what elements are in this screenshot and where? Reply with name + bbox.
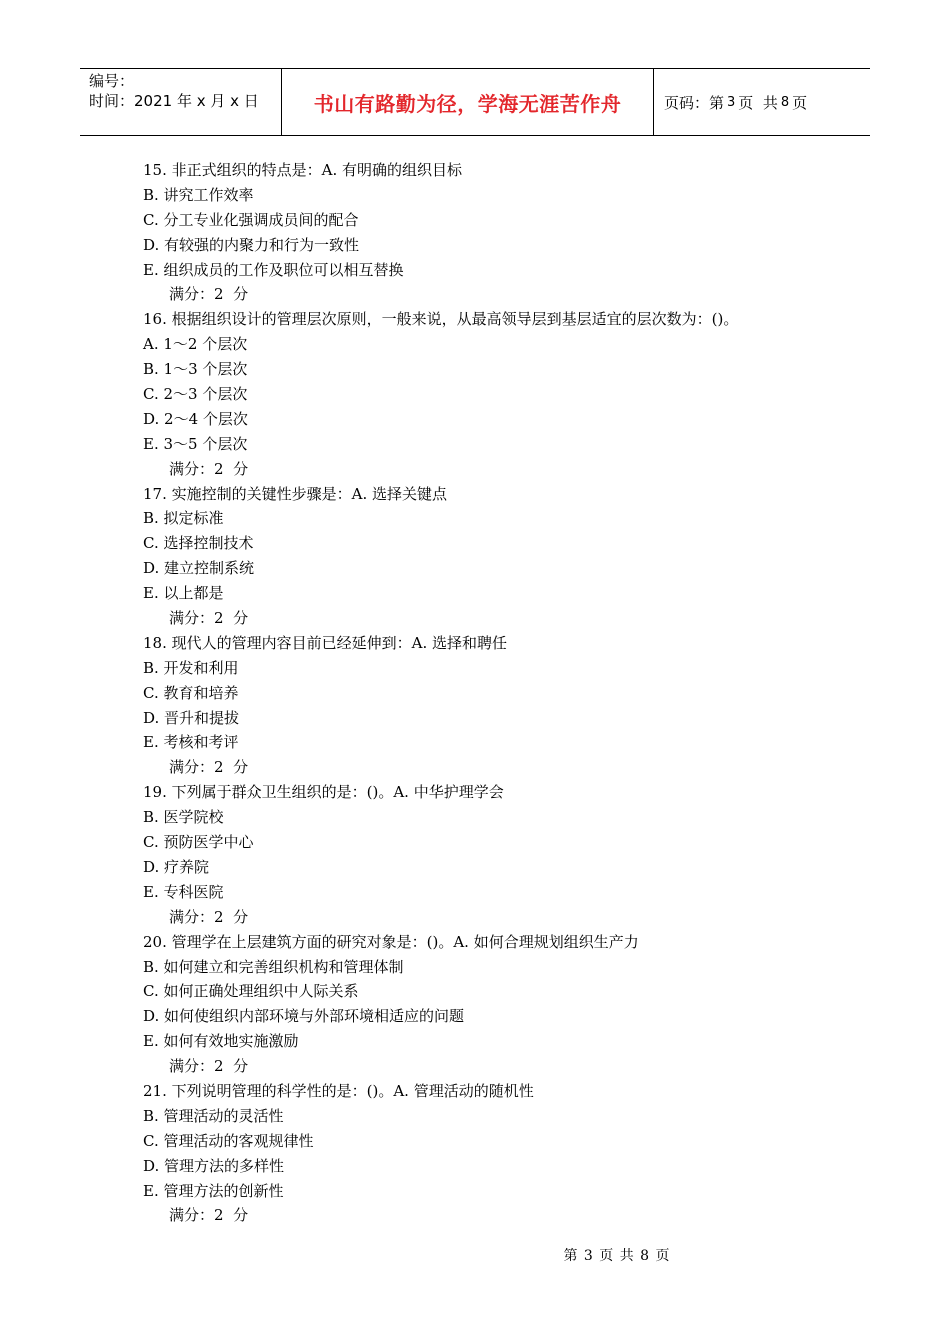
question-stem: 18. 现代人的管理内容目前已经延伸到：A. 选择和聘任: [143, 633, 507, 652]
answer-option: E. 如何有效地实施激励: [143, 1032, 299, 1051]
answer-option: B. 开发和利用: [143, 658, 239, 677]
question-block: [143, 1079, 843, 1228]
question-stem: 21. 下列说明管理的科学性的是：()。A. 管理活动的随机性: [143, 1081, 534, 1100]
answer-option: E. 专科医院: [143, 882, 224, 901]
question-score: 满分：2 分: [169, 285, 249, 304]
page-mid: 页 共: [738, 93, 778, 112]
page-current: 3: [727, 94, 736, 110]
answer-option: D. 有较强的内聚力和行为一致性: [143, 235, 360, 254]
answer-option: C. 预防医学中心: [143, 833, 254, 852]
question-block: [143, 158, 843, 307]
answer-option: C. 管理活动的客观规律性: [143, 1131, 314, 1150]
question-score: 满分：2 分: [169, 459, 249, 478]
answer-option: D. 如何使组织内部环境与外部环境相适应的问题: [143, 1007, 465, 1026]
answer-option: C. 2～3 个层次: [143, 385, 248, 404]
question-block: [143, 482, 843, 631]
answer-option: C. 选择控制技术: [143, 534, 254, 553]
answer-option: A. 1～2 个层次: [143, 335, 248, 354]
header-motto: 书山有路勤为径，学海无涯苦作舟: [282, 69, 654, 135]
answer-option: C. 教育和培养: [143, 683, 239, 702]
answer-option: D. 晋升和提拔: [143, 708, 240, 727]
time-label: 时间：2021 年 x 月 x 日: [89, 92, 259, 110]
question-block: [143, 930, 843, 1079]
code-label: 编号：: [89, 72, 135, 90]
answer-option: D. 管理方法的多样性: [143, 1156, 285, 1175]
header-page-info: [654, 69, 870, 135]
page-total: 8: [780, 94, 790, 110]
question-score: 满分：2 分: [169, 758, 249, 777]
answer-option: B. 管理活动的灵活性: [143, 1106, 284, 1125]
answer-option: B. 讲究工作效率: [143, 185, 254, 204]
question-score: 满分：2 分: [169, 1206, 249, 1225]
question-stem: 20. 管理学在上层建筑方面的研究对象是：()。A. 如何合理规划组织生产力: [143, 932, 639, 951]
page-footer: 第 3 页 共 8 页: [563, 1248, 671, 1264]
question-block: [143, 780, 843, 929]
page-prefix: 页码：第: [664, 93, 725, 112]
answer-option: D. 2～4 个层次: [143, 409, 248, 428]
question-block: [143, 307, 843, 481]
answer-option: B. 医学院校: [143, 808, 224, 827]
answer-option: D. 建立控制系统: [143, 559, 255, 578]
question-block: [143, 631, 843, 780]
question-stem: 16. 根据组织设计的管理层次原则，一般来说，从最高领导层到基层适宜的层次数为：()。: [143, 310, 739, 329]
answer-option: E. 以上都是: [143, 584, 224, 603]
question-stem: 17. 实施控制的关键性步骤是：A. 选择关键点: [143, 484, 447, 503]
answer-option: B. 拟定标准: [143, 509, 224, 528]
header-meta: [80, 69, 282, 135]
answer-option: E. 组织成员的工作及职位可以相互替换: [143, 260, 404, 279]
answer-option: C. 分工专业化强调成员间的配合: [143, 210, 359, 229]
question-stem: 19. 下列属于群众卫生组织的是：()。A. 中华护理学会: [143, 783, 504, 802]
answer-option: D. 疗养院: [143, 857, 210, 876]
question-score: 满分：2 分: [169, 609, 249, 628]
answer-option: E. 考核和考评: [143, 733, 239, 752]
question-score: 满分：2 分: [169, 907, 249, 926]
page-suffix: 页: [792, 93, 808, 112]
question-score: 满分：2 分: [169, 1057, 249, 1076]
answer-option: B. 如何建立和完善组织机构和管理体制: [143, 957, 404, 976]
answer-option: B. 1～3 个层次: [143, 360, 248, 379]
question-list: [143, 158, 843, 1228]
question-stem: 15. 非正式组织的特点是：A. 有明确的组织目标: [143, 161, 462, 179]
answer-option: E. 管理方法的创新性: [143, 1181, 284, 1200]
answer-option: E. 3～5 个层次: [143, 434, 248, 453]
page-header: [80, 68, 870, 136]
answer-option: C. 如何正确处理组织中人际关系: [143, 982, 359, 1001]
